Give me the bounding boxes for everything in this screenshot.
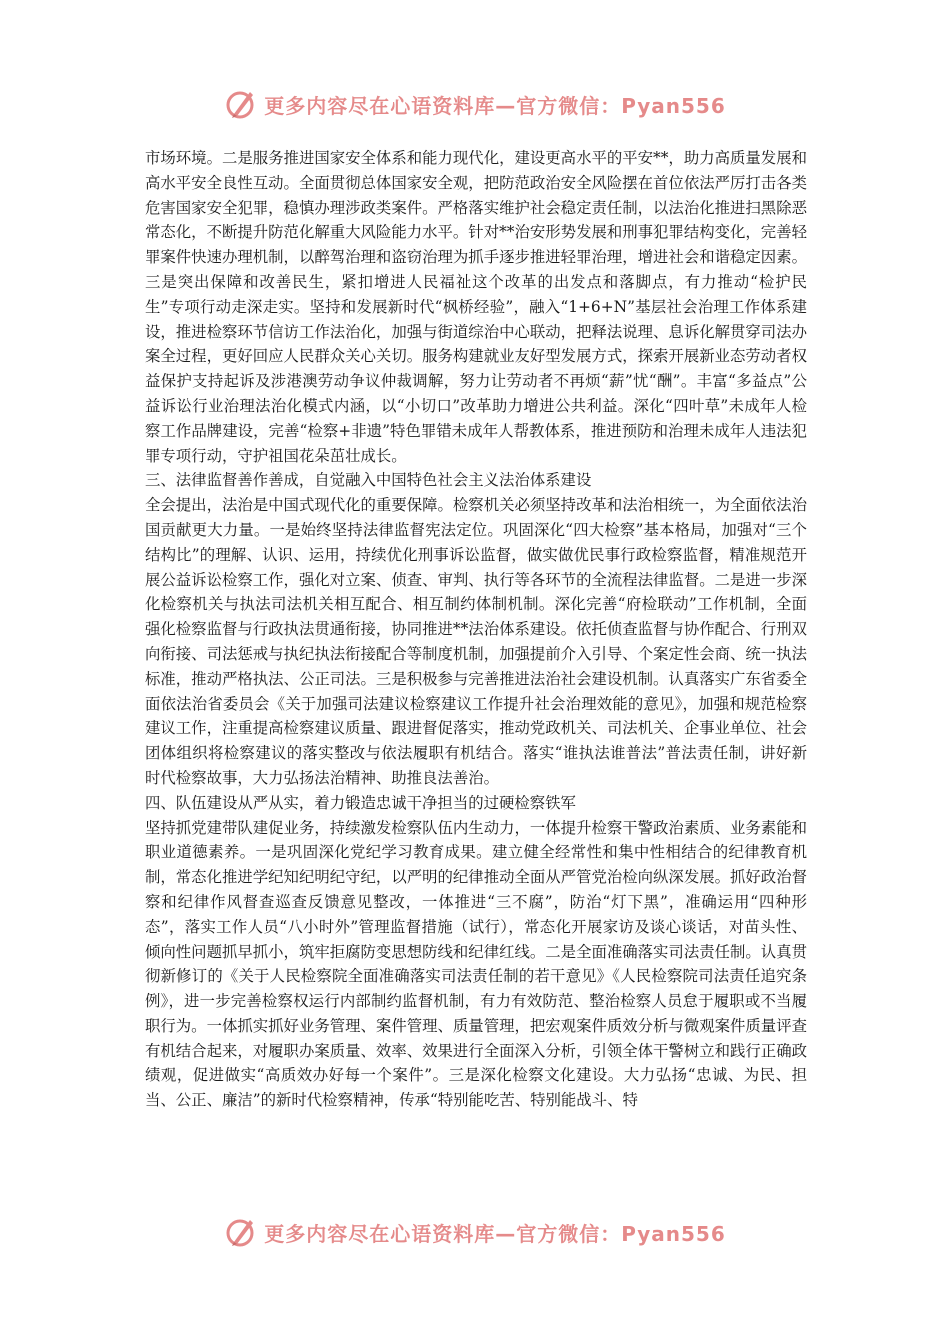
- section-heading-3: 三、法律监督善作善成，自觉融入中国特色社会主义法治体系建设: [145, 471, 592, 490]
- document-body: [145, 146, 807, 1113]
- header-watermark: [0, 84, 950, 124]
- paragraph-1: 市场环境。二是服务推进国家安全体系和能力现代化，建设更高水平的平安**，助力高质量发展和高水平安全良性互动。全面贯彻总体国家安全观，把防范政治安全风险摆在首位依法严厉打击各类危害国家安全犯罪，稳慎办理涉政类案件。严格落实维护社会稳定责任制，以法治化推进扫黑除恶常态化，不断提升防范化解重大风险能力水平。针对**治安形势发展和刑事犯罪结构变化，完善轻罪案件快速办理机制，以醉驾治理和盗窃治理为抓手逐步推进轻罪治理，增进社会和谐稳定因素。三是突出保障和改善民生，紧扣增进人民福祉这个改革的出发点和落脚点，有力推动“检护民生”专项行动走深走实。坚持和发展新时代“枫桥经验”，融入“1+6+N”基层社会治理工作体系建设，推进检察环节信访工作法治化，加强与街道综治中心联动，把释法说理、息诉化解贯穿司法办案全过程，更好回应人民群众关心关切。服务构建就业友好型发展方式，探索开展新业态劳动者权益保护支持起诉及涉港澳劳动争议仲裁调解，努力让劳动者不再烦“薪”忧“酬”。丰富“多益点”公益诉讼行业治理法治化模式内涵，以“小切口”改革助力增进公共利益。深化“四叶草”未成年人检察工作品牌建设，完善“检察+非遗”特色罪错未成年人帮教体系，推进预防和治理未成年人违法犯罪专项行动，守护祖国花朵茁壮成长。: [145, 149, 807, 465]
- paragraph-2: 全会提出，法治是中国式现代化的重要保障。检察机关必须坚持改革和法治相统一，为全面依法治国贡献更大力量。一是始终坚持法律监督宪法定位。巩固深化“四大检察”基本格局，加强对“三个结构比”的理解、认识、运用，持续优化刑事诉讼监督，做实做优民事行政检察监督，精准规范开展公益诉讼检察工作，强化对立案、侦查、审判、执行等各环节的全流程法律监督。二是进一步深化检察机关与执法司法机关相互配合、相互制约体制机制。深化完善“府检联动”工作机制，全面强化检察监督与行政执法贯通衔接，协同推进**法治体系建设。依托侦查监督与协作配合、行刑双向衔接、司法惩戒与执纪执法衔接配合等制度机制，加强提前介入引导、个案定性会商、统一执法标准，推动严格执法、公正司法。三是积极参与完善推进法治社会建设机制。认真落实广东省委全面依法治省委员会《关于加强司法建议检察建议工作提升社会治理效能的意见》，加强和规范检察建议工作，注重提高检察建议质量、跟进督促落实，推动党政机关、司法机关、企事业单位、社会团体组织将检察建议的落实整改与依法履职有机结合。落实“谁执法谁普法”普法责任制，讲好新时代检察故事，大力弘扬法治精神、助推良法善治。: [145, 496, 807, 787]
- pen-circle-logo-icon: [224, 87, 258, 121]
- section-heading-4: 四、队伍建设从严从实，着力锻造忠诚干净担当的过硬检察铁军: [145, 793, 576, 812]
- watermark-text: 更多内容尽在心语资料库—官方微信：Pyan556: [264, 1221, 726, 1246]
- watermark-text: 更多内容尽在心语资料库—官方微信：Pyan556: [264, 93, 726, 118]
- pen-circle-logo-icon: [224, 1215, 258, 1249]
- paragraph-3: 坚持抓党建带队建促业务，持续激发检察队伍内生动力，一体提升检察干警政治素质、业务素能和职业道德素养。一是巩固深化党纪学习教育成果。建立健全经常性和集中性相结合的纪律教育机制，常态化推进学纪知纪明纪守纪，以严明的纪律推动全面从严管党治检向纵深发展。抓好政治督察和纪律作风督查巡查反馈意见整改，一体推进“三不腐”，防治“灯下黑”，准确运用“四种形态”，落实工作人员“八小时外”管理监督措施（试行），常态化开展家访及谈心谈话，对苗头性、倾向性问题抓早抓小，筑牢拒腐防变思想防线和纪律红线。二是全面准确落实司法责任制。认真贯彻新修订的《关于人民检察院全面准确落实司法责任制的若干意见》《人民检察院司法责任追究条例》，进一步完善检察权运行内部制约监督机制，有力有效防范、整治检察人员怠于履职或不当履职行为。一体抓实抓好业务管理、案件管理、质量管理，把宏观案件质效分析与微观案件质量评查有机结合起来，对履职办案质量、效率、效果进行全面深入分析，引领全体干警树立和践行正确政绩观，促进做实“高质效办好每一个案件”。三是深化检察文化建设。大力弘扬“忠诚、为民、担当、公正、廉洁”的新时代检察精神，传承“特别能吃苦、特别能战斗、特: [145, 818, 807, 1110]
- footer-watermark: [0, 1212, 950, 1252]
